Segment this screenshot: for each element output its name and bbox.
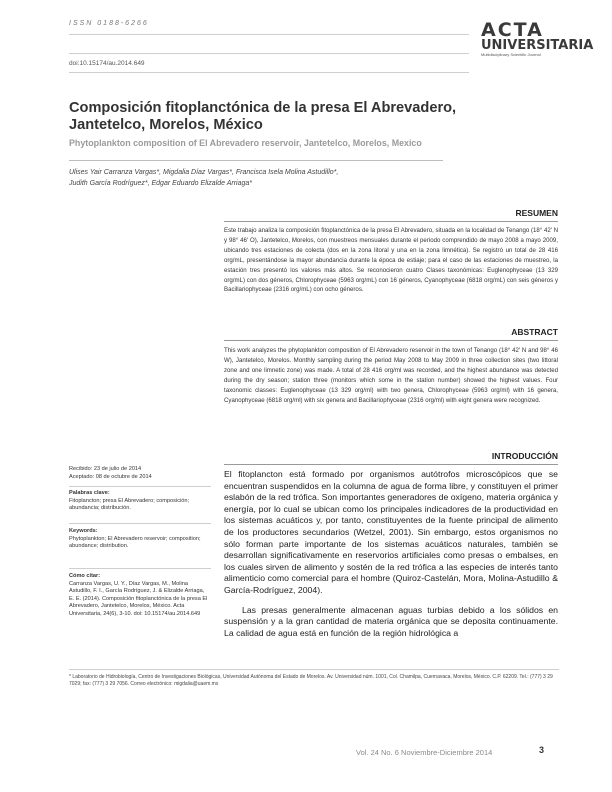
- how-to-cite: [69, 573, 211, 619]
- page-number: 3: [539, 745, 545, 755]
- journal-issue: Vol. 24 No. 6 Noviembre-Diciembre 2014: [356, 748, 493, 757]
- logo-line2: UNIVERSITARIA: [481, 38, 594, 53]
- logo-line1: ACTA: [481, 19, 544, 41]
- authors: [69, 167, 489, 189]
- article-subtitle: Phytoplankton composition of El Abrevadero reservoir, Jantetelco, Morelos, Mexico: [69, 138, 422, 148]
- title-rule: [69, 160, 443, 161]
- header-rule: [69, 34, 469, 35]
- resumen-text: Este trabajo analiza la composición fitoplanctónica de la presa El Abrevadero, situada en la localidad de Tenango (18° 42′ N y 98° 46′ O), Jantetelco, Morelos, con muestreos mensuales durante el periodo comprendido de mayo 2008 a mayo 2009, ubicando tres estaciones de colecta (dos en la zona litoral y una en la zona limnética). Se registró un total de 28 416 org/mL, presentándose la mayor abundancia durante la época de estiaje; para el caso de las estaciones de muestreo, la estación tres presentó los valores más altos. Se reconocieron cuatro Clases taxonómicas: Euglenophyceae (13 329 org/mL) con dos géneros, Chlorophyceae (5963 org/mL) con 16 géneros, Cyanophyceae (6818 org/mL) con seis géneros y Bacillariophyceae (2316 org/mL) con ocho géneros.: [224, 227, 558, 294]
- abstract-text: This work analyzes the phytoplankton composition of El Abrevadero reservoir in the town of Tenango (18° 42′ N and 98° 46 W), Jantetelco, Morelos. Monthly sampling during the period May 2008 to May 2009 in three collection sites (two littoral zone and one limnetic zone) was made. A total of 28 416 org/ml was recorded, and the highest abundance was detected during the dry season; station three (monitors which some in the station number) showed the highest values. Four taxonomic classes: Euglenophyceae (13 329 org/ml) with two genera, Chlorophyceae (5963 org/ml) with 16 genera, Cyanophyceae (6818 org/ml) with six genera and Bacillariophyceae (2316 org/ml) with eight genera were recognized.: [224, 347, 558, 404]
- header-rule: [69, 53, 469, 54]
- sidebar-rule: [69, 523, 211, 524]
- keywords-en-text: Phytoplankton; El Abrevadero reservoir; composition; abundance; distribution.: [69, 535, 201, 550]
- sidebar-rule: [69, 486, 211, 487]
- logo-line3: Multidisciplinary Scientific Journal: [481, 52, 541, 57]
- footnote-rule: [69, 669, 559, 670]
- section-rule: [224, 464, 558, 465]
- intro-paragraph-2: Las presas generalmente almacenan aguas turbias debido a los sólidos en suspensión y a la gran cantidad de materia orgánica que se deposita continuamente. La calidad de agua está en función de la región hidrológica a: [224, 604, 558, 638]
- journal-logo: [481, 19, 594, 75]
- article-title: Composición fitoplanctónica de la presa El Abrevadero, Jantetelco, Morelos, México: [69, 100, 457, 133]
- abstract-heading: ABSTRACT: [511, 327, 558, 337]
- issn-label: ISSN 0188-6266: [69, 20, 149, 27]
- accepted-date: Aceptado: 08 de octubre de 2014: [69, 474, 152, 480]
- keywords-en: [69, 528, 211, 551]
- keywords-es: [69, 490, 211, 513]
- intro-paragraph-1: El fitoplancton está formado por organismos autótrofos microscópicos que se encuentran suspendidos en la columna de agua de forma libre, y constituyen el primer eslabón de la red trófica. Son importantes generadores de oxígeno, materia orgánica y energía, por lo cual se ubican como los principales indicadores de la productividad en los sistemas acuáticos y, por tanto, constituyentes de la fuente principal de alimento de los productores secundarios (Wetzel, 2001). Sin embargo, estos organismos no sólo forman parte importante de los sistemas acuáticos naturales, también se desarrollan significativamente en reservorios artificiales como presas o embalses, en los cuales sirven de alimento y sostén de la red trófica a las especies de interés tanto alimenticio como comercial para el hombre (Quiroz-Castelán, Mora, Molina-Astudillo & García-Rodríguez, 2004).: [224, 469, 558, 595]
- cite-label: Cómo citar:: [69, 573, 101, 579]
- received-date: Recibido: 23 de julio de 2014: [69, 466, 142, 472]
- intro-heading: INTRODUCCIÓN: [491, 451, 558, 461]
- sidebar-rule: [69, 568, 211, 569]
- authors-line1: Ulises Yair Carranza Vargas*, Migdalia Díaz Vargas*, Francisca Isela Molina Astudillo*,: [69, 169, 339, 176]
- section-rule: [224, 221, 558, 222]
- authors-line2: Judith García Rodríguez*, Edgar Eduardo Elizalde Arriaga*: [69, 180, 253, 187]
- cite-text: Carranza Vargas, U. Y., Díaz Vargas, M., Molina Astudillo, F. I., García Rodríguez, J. & Elizalde Arriaga, E. E. (2014). Composición fitoplanctónica de la presa El Abrevadero, Jantetelco, Morelos, México. Acta Universitaria, 24(6), 3-10. doi: 10.15174/au.2014.649: [69, 580, 208, 617]
- keywords-es-label: Palabras clave:: [69, 490, 110, 496]
- keywords-es-text: Fitoplancton; presa El Abrevadero; composición; abundancia; distribución.: [69, 497, 190, 512]
- resumen-heading: RESUMEN: [515, 208, 558, 218]
- keywords-en-label: Keywords:: [69, 528, 98, 534]
- section-rule: [224, 340, 558, 341]
- doi-link[interactable]: doi:10.15174/au.2014.649: [69, 60, 145, 67]
- intro-body: [224, 469, 558, 639]
- header-rule: [69, 72, 469, 73]
- affiliation-footnote: * Laboratorio de Hidrobiología, Centro de Investigaciones Biológicas, Universidad Autónoma del Estado de Morelos. Av. Universidad núm. 1001, Col. Chamilpa, Cuernavaca, Morelos, México. C.P. 62209. Tel.: (777) 3 29 7029; fax: (777) 3 29 7056. Correo electrónico: migdalia@uaem.mx: [69, 674, 553, 687]
